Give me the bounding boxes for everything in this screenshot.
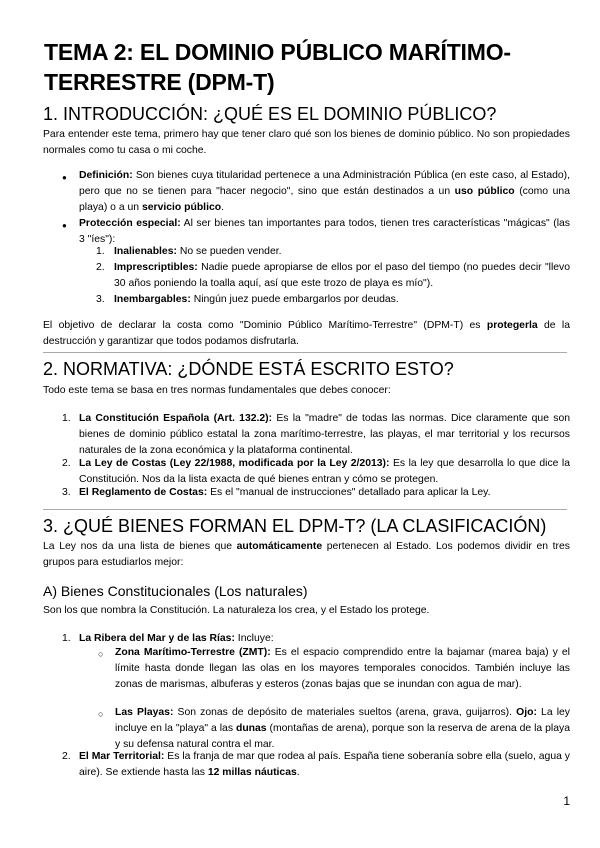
section-2-intro: Todo este tema se basa en tres normas fundamentales que debes conocer: <box>43 385 391 396</box>
list-item-label: Protección especial: <box>79 218 181 229</box>
subsection-a-heading: A) Bienes Constitucionales (Los naturales) <box>43 583 308 599</box>
list-item-ley-costas: La Ley de Costas (Ley 22/1988, modificada por la Ley 2/2013): Es la ley que desarrolla lo que dice la Constitución. Nos da la lista exacta de qué bienes entran y cómo se protegen. <box>79 458 571 485</box>
subsection-a-intro: Son los que nombra la Constitución. La naturaleza los crea, y el Estado los protege. <box>43 605 430 616</box>
circle-marker: ○ <box>98 649 104 659</box>
list-item-label: Definición: <box>79 170 133 181</box>
list-item-ribera: La Ribera del Mar y de las Rías: Incluye: <box>79 633 274 644</box>
number-marker: 2. <box>62 751 71 762</box>
document-title: TEMA 2: EL DOMINIO PÚBLICO MARÍTIMO-TERRESTRE (DPM-T) <box>44 39 511 95</box>
section-1-heading: 1. INTRODUCCIÓN: ¿QUÉ ES EL DOMINIO PÚBLICO? <box>43 104 497 124</box>
number-marker: 3. <box>62 487 71 498</box>
list-item-inembargables: Inembargables: Ningún juez puede embargarlos por deudas. <box>114 294 399 305</box>
list-item-proteccion: Protección especial: Al ser bienes tan importantes para todos, tienen tres características "mágicas" (las 3 "íes"): <box>79 218 570 245</box>
list-item-inalienables: Inalienables: No se pueden vender. <box>114 246 282 257</box>
number-marker: 1. <box>62 633 71 644</box>
section-1-intro: Para entender este tema, primero hay que tener claro qué son los bienes de dominio público. No son propiedades normales como tu casa o mi coche. <box>43 129 570 156</box>
page-number: 1 <box>563 794 570 808</box>
list-item-mar-territorial: El Mar Territorial: Es la franja de mar que rodea al país. España tiene soberanía sobre ella (suelo, agua y aire). Se extiende hasta las 12 millas náuticas. <box>79 751 570 778</box>
section-divider <box>43 352 567 353</box>
number-marker: 2. <box>96 262 105 273</box>
bullet-marker: ● <box>62 221 67 230</box>
list-item-reglamento: El Reglamento de Costas: Es el "manual de instrucciones" detallado para aplicar la Ley. <box>79 487 491 498</box>
list-item-zmt: Zona Marítimo-Terrestre (ZMT): Es el espacio comprendido entre la bajamar (marea baja) y el límite hasta donde llegan las olas en los mayores temporales conocidos. También incluye las zonas de marismas, albuferas y esteros (zonas bajas que se inundan con agua de mar). <box>115 647 570 690</box>
bullet-marker: ● <box>62 173 67 182</box>
list-item-definicion: Definición: Son bienes cuya titularidad pertenece a una Administración Pública (en este caso, al Estado), pero que no se tienen para "hacer negocio", sino que están destinados a un uso público (como una playa) o a un servicio público. <box>79 170 570 213</box>
section-3-heading: 3. ¿QUÉ BIENES FORMAN EL DPM-T? (LA CLASIFICACIÓN) <box>43 516 547 536</box>
number-marker: 3. <box>96 294 105 305</box>
circle-marker: ○ <box>98 709 104 719</box>
section-2-heading: 2. NORMATIVA: ¿DÓNDE ESTÁ ESCRITO ESTO? <box>43 359 454 379</box>
number-marker: 1. <box>62 413 71 424</box>
list-item-imprescriptibles: Imprescriptibles: Nadie puede apropiarse de ellos por el paso del tiempo (no puedes decir "llevo 30 años poniendo la toalla aquí, así que este trozo de playa es mío"). <box>114 262 570 289</box>
section-3-intro: La Ley nos da una lista de bienes que automáticamente pertenecen al Estado. Los podemos dividir en tres grupos para estudiarlos mejor: <box>43 541 570 568</box>
list-item-constitucion: La Constitución Española (Art. 132.2): Es la "madre" de todas las normas. Dice claramente que son bienes de dominio público estatal la zona marítimo-terrestre, las playas, el mar territorial y los recursos naturales de la zona económica y la plataforma continental. <box>79 413 570 456</box>
list-item-playas: Las Playas: Son zonas de depósito de materiales sueltos (arena, grava, guijarros). Ojo: La ley incluye en la "playa" a las dunas (montañas de arena), porque son la reserva de arena de la playa y su defensa natural contra el mar. <box>115 707 571 750</box>
section-1-outro: El objetivo de declarar la costa como "Dominio Público Marítimo-Terrestre" (DPM-T) es protegerla de la destrucción y garantizar que todos podamos disfrutarla. <box>43 320 570 347</box>
section-divider <box>43 509 567 510</box>
number-marker: 1. <box>96 246 105 257</box>
number-marker: 2. <box>62 458 71 469</box>
